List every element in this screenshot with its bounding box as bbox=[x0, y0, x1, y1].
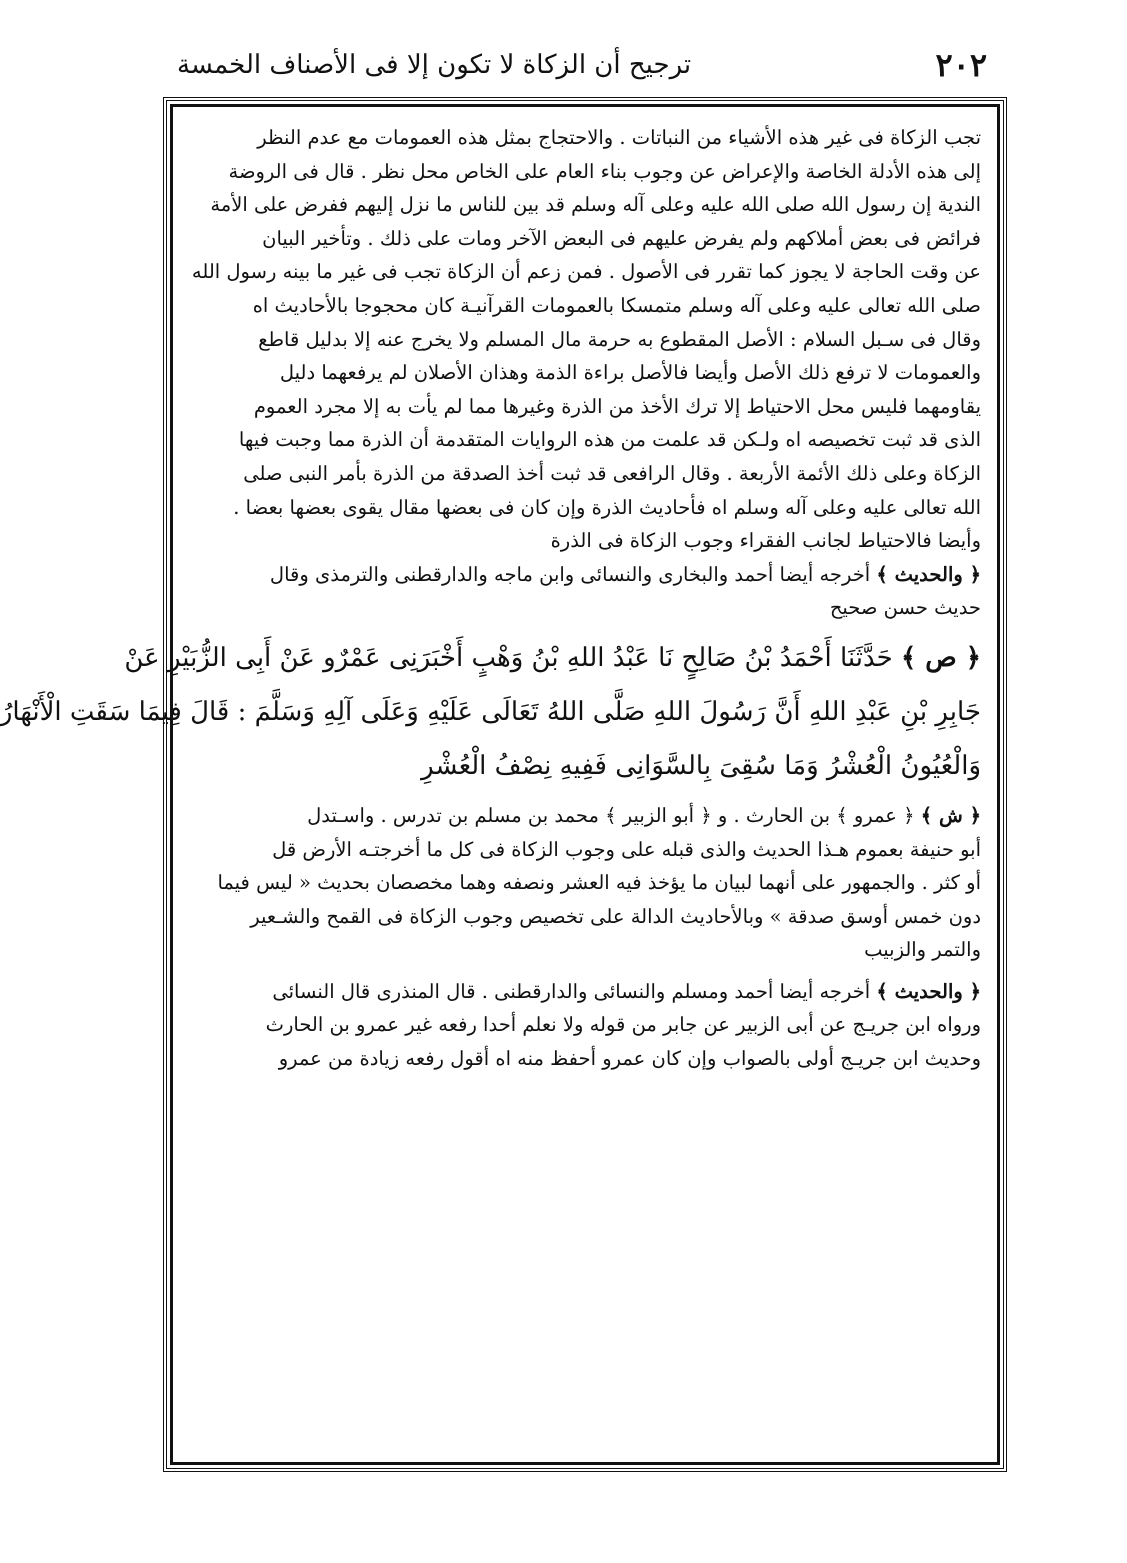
text-line: أو كثر . والجمهور على أنهما لبيان ما يؤخذ فيه العشر ونصفه وهما مخصصان بحديث « ليس فيما bbox=[217, 871, 981, 895]
text-line: والعمومات لا ترفع ذلك الأصل وأيضا فالأصل براءة الذمة وهذان الأصلان لم يرفعهما دليل bbox=[279, 361, 981, 385]
sharh-paragraph bbox=[191, 799, 981, 967]
page-frame bbox=[0, 97, 1007, 1472]
text-line bbox=[191, 558, 981, 592]
commentary-continued bbox=[191, 121, 981, 558]
text-line: حديث حسن صحيح bbox=[829, 596, 981, 620]
text-line: ورواه ابن جريـج عن أبى الزبير عن جابر من قوله ولا نعلم أحدا رفعه غير عمرو بن الحارث bbox=[265, 1013, 981, 1037]
text-line: يقاومهما فليس محل الاحتياط إلا ترك الأخذ من الذرة وغيرها مما لم يأت به إلا مجرد العموم bbox=[253, 394, 981, 418]
takhrij-paragraph-1 bbox=[191, 558, 981, 625]
text-line: تجب الزكاة فى غير هذه الأشياء من النباتات . والاحتجاج بمثل هذه العمومات مع عدم النظر bbox=[257, 126, 981, 149]
text-line: الندية إن رسول الله صلى الله عليه وعلى آله وسلم قد بين للناس ما نزل إليهم ففرض على الأمة bbox=[210, 193, 981, 217]
text-line: دون خمس أوسق صدقة » وبالأحاديث الدالة على تخصيص وجوب الزكاة فى القمح والشـعير bbox=[250, 904, 981, 928]
text-line bbox=[191, 799, 981, 833]
text-line: والتمر والزبيب bbox=[864, 938, 981, 962]
section-marker: ﴿ ص ﴾ bbox=[900, 642, 981, 673]
text-line bbox=[191, 975, 981, 1009]
running-title: ترجيح أن الزكاة لا تكون إلا فى الأصناف الخمسة bbox=[177, 50, 692, 80]
text-line: عن وقت الحاجة لا يجوز كما تقرر فى الأصول . فمن زعم أن الزكاة تجب فى غير ما بينه رسول الله bbox=[191, 260, 981, 284]
page-number: ٢٠٢ bbox=[935, 46, 987, 84]
hadith-line: وَالْعُيُونُ الْعُشْرُ وَمَا سُقِىَ بِالسَّوَانِى فَفِيهِ نِصْفُ الْعُشْرِ bbox=[421, 750, 981, 781]
text-line: وقال فى سـبل السلام : الأصل المقطوع به حرمة مال المسلم ولا يخرج عنه إلا بدليل قاطع bbox=[258, 327, 981, 351]
text-line: الله تعالى عليه وعلى آله وسلم اه فأحاديث الذرة وإن كان فى بعضها مقال يقوى بعضها بعضا . bbox=[233, 495, 981, 519]
text-line: أبو حنيفة بعموم هـذا الحديث والذى قبله على وجوب الزكاة فى كل ما أخرجتـه الأرض قل bbox=[272, 837, 981, 861]
text-run: حَدَّثَنَا أَحْمَدُ بْنُ صَالِحٍ نَا عَبْدُ اللهِ بْنُ وَهْبٍ أَخْبَرَنِى عَمْرٌو عَنْ أَبِى الزُّبَيْرِ عَنْ bbox=[124, 642, 893, 673]
text-line: وأيضا فالاحتياط لجانب الفقراء وجوب الزكاة فى الذرة bbox=[550, 529, 981, 553]
text-area bbox=[0, 104, 1000, 1465]
takhrij-paragraph-2 bbox=[191, 975, 981, 1076]
hadith-text bbox=[0, 631, 981, 793]
hadith-line: جَابِرِ بْنِ عَبْدِ اللهِ أَنَّ رَسُولَ اللهِ صَلَّى اللهُ تَعَالَى عَلَيْهِ وَعَلَى آلِهِ وَسَلَّمَ : قَالَ فِيمَا سَقَتِ الْأَنْهَارُ bbox=[0, 696, 981, 727]
paragraph-gap bbox=[191, 967, 981, 975]
text-line: فرائض فى بعض أملاكهم ولم يفرض عليهم فى البعض الآخر ومات على ذلك . وتأخير البيان bbox=[262, 226, 981, 250]
section-marker: ﴿ والحديث ﴾ bbox=[876, 562, 981, 586]
text-line: الزكاة وعلى ذلك الأئمة الأربعة . وقال الرافعى قد ثبت أخذ الصدقة من الذرة بأمر النبى صلى bbox=[243, 461, 981, 485]
text-line: إلى هذه الأدلة الخاصة والإعراض عن وجوب بناء العام على الخاص محل نظر . قال فى الروضة bbox=[228, 159, 981, 183]
page-header bbox=[177, 40, 987, 90]
text-run: ﴿ عمرو ﴾ بن الحارث . و ﴿ أبو الزبير ﴾ محمد بن مسلم بن تدرس . واسـتدل bbox=[307, 803, 915, 827]
text-run: أخرجه أيضا أحمد ومسلم والنسائى والدارقطنى . قال المنذرى قال النسائى bbox=[272, 979, 871, 1003]
text-line: الذى قد ثبت تخصيصه اه ولـكن قد علمت من هذه الروايات المتقدمة أن الذرة مما وجبت فيها bbox=[238, 428, 981, 452]
hadith-line bbox=[124, 631, 981, 685]
text-line: وحديث ابن جريـج أولى بالصواب وإن كان عمرو أحفظ منه اه أقول رفعه زيادة من عمرو bbox=[278, 1047, 981, 1071]
section-marker: ﴿ والحديث ﴾ bbox=[876, 979, 981, 1003]
text-line: صلى الله تعالى عليه وعلى آله وسلم متمسكا بالعمومات القرآنيـة كان محجوجا بالأحاديث اه bbox=[252, 293, 981, 317]
text-run: أخرجه أيضا أحمد والبخارى والنسائى وابن ماجه والدارقطنى والترمذى وقال bbox=[269, 562, 871, 586]
section-marker: ﴿ ش ﴾ bbox=[920, 803, 981, 827]
